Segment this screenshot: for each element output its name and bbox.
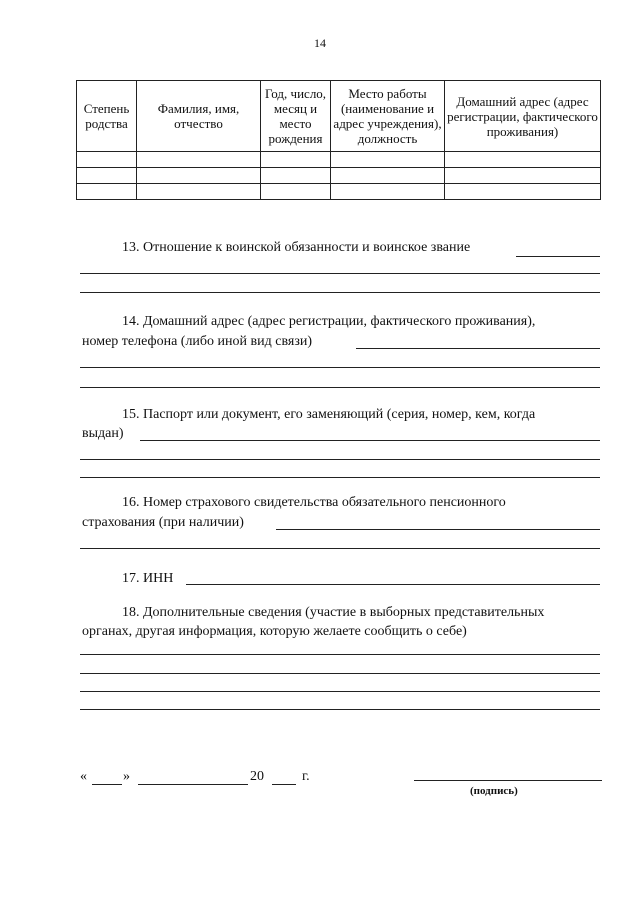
table-cell[interactable]	[331, 152, 445, 168]
table-cell[interactable]	[445, 168, 601, 184]
table-cell[interactable]	[261, 152, 331, 168]
date-quote-close: »	[123, 769, 130, 784]
section-18-field-line[interactable]	[80, 673, 600, 674]
table-cell[interactable]	[137, 168, 261, 184]
page-number: 14	[314, 36, 326, 50]
table-cell[interactable]	[445, 152, 601, 168]
table-row	[77, 168, 601, 184]
section-18-label-cont: органах, другая информация, которую желаете сообщить о себе)	[82, 624, 467, 639]
section-17-label: 17. ИНН	[122, 571, 174, 586]
signature-field[interactable]	[414, 780, 602, 781]
header-home-address: Домашний адрес (адрес регистрации, фактического проживания)	[445, 81, 601, 152]
date-quote-open: «	[80, 769, 87, 784]
section-16-label: 16. Номер страхового свидетельства обязательного пенсионного	[122, 495, 506, 510]
date-year-prefix: 20	[250, 769, 264, 784]
section-17-inn-field[interactable]	[186, 584, 600, 585]
section-18-field-line[interactable]	[80, 709, 600, 710]
section-14-field-line[interactable]	[80, 387, 600, 388]
date-day-field[interactable]	[92, 784, 122, 785]
section-15-field-line[interactable]	[80, 477, 600, 478]
section-16-field-line[interactable]	[80, 548, 600, 549]
section-13-inline-field[interactable]	[516, 256, 600, 257]
section-15-label: 15. Паспорт или документ, его заменяющий (серия, номер, кем, когда	[122, 407, 536, 422]
table-cell[interactable]	[137, 152, 261, 168]
table-cell[interactable]	[331, 184, 445, 200]
table-cell[interactable]	[331, 168, 445, 184]
section-16-label-cont: страхования (при наличии)	[82, 515, 244, 530]
table-cell[interactable]	[445, 184, 601, 200]
table-cell[interactable]	[261, 184, 331, 200]
table-cell[interactable]	[137, 184, 261, 200]
table-header-row	[77, 81, 601, 152]
section-14-label: 14. Домашний адрес (адрес регистрации, фактического проживания),	[122, 314, 536, 329]
section-15-field-line[interactable]	[80, 459, 600, 460]
section-14-field-line[interactable]	[80, 367, 600, 368]
section-18-label: 18. Дополнительные сведения (участие в выборных представительных	[122, 605, 545, 620]
section-14-inline-field[interactable]	[356, 348, 600, 349]
table-cell[interactable]	[261, 168, 331, 184]
header-birth: Год, число, месяц и место рождения	[261, 81, 331, 152]
signature-label: (подпись)	[470, 785, 518, 797]
header-workplace: Место работы (наименование и адрес учреждения), должность	[331, 81, 445, 152]
section-15-label-cont: выдан)	[82, 426, 124, 441]
relatives-table	[76, 80, 601, 200]
table-row	[77, 184, 601, 200]
table-cell[interactable]	[77, 184, 137, 200]
table-cell[interactable]	[77, 168, 137, 184]
section-15-inline-field[interactable]	[140, 440, 600, 441]
section-18-field-line[interactable]	[80, 654, 600, 655]
section-13-label: 13. Отношение к воинской обязанности и воинское звание	[122, 240, 471, 255]
date-month-field[interactable]	[138, 784, 248, 785]
section-13-field-line[interactable]	[80, 292, 600, 293]
header-relation: Степень родства	[77, 81, 137, 152]
section-13-field-line[interactable]	[80, 273, 600, 274]
section-16-inline-field[interactable]	[276, 529, 600, 530]
section-18-field-line[interactable]	[80, 691, 600, 692]
date-year-field[interactable]	[272, 784, 296, 785]
table-cell[interactable]	[77, 152, 137, 168]
date-year-suffix: г.	[302, 769, 310, 784]
header-full-name: Фамилия, имя, отчество	[137, 81, 261, 152]
table-row	[77, 152, 601, 168]
section-14-label-cont: номер телефона (либо иной вид связи)	[82, 334, 313, 349]
